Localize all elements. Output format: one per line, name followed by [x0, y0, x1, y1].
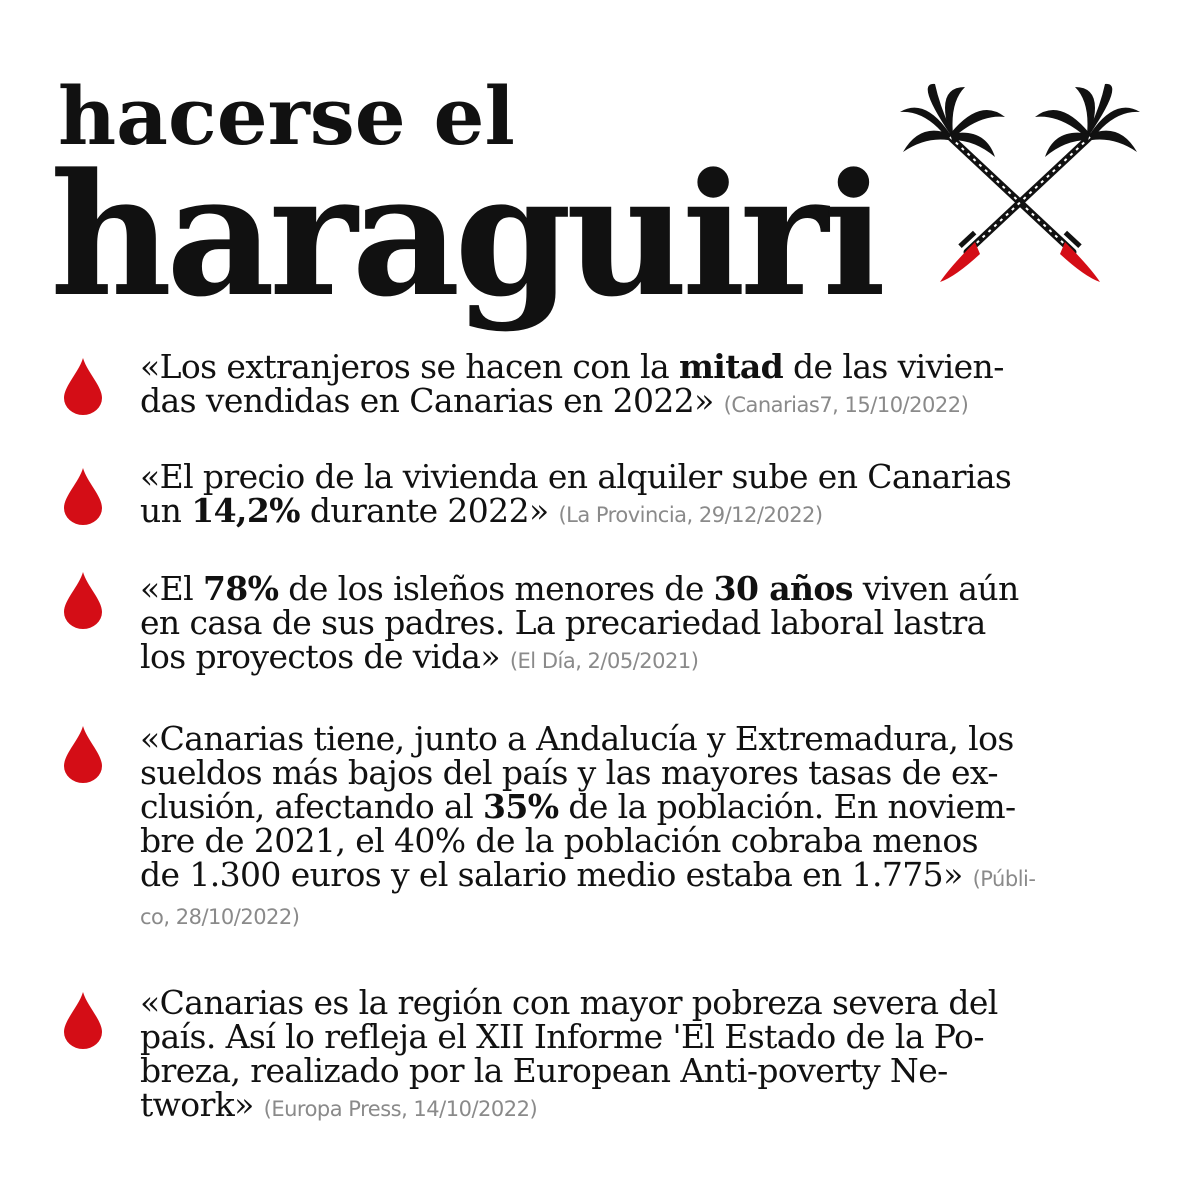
- quote-fragment: «Canarias es la región con mayor pobreza severa del: [140, 983, 998, 1022]
- quote-fragment: bre de 2021, el 40% de la población cobraba menos: [140, 821, 978, 860]
- quote-fragment: en casa de sus padres. La precariedad laboral lastra: [140, 603, 986, 642]
- title-line-1: hacerse el: [58, 69, 515, 163]
- highlight-figure: 35%: [482, 787, 559, 826]
- quote-line: [140, 457, 1150, 496]
- quote-fragment: un: [140, 491, 192, 530]
- quote-text: [140, 719, 1150, 934]
- quote-fragment: de 1.300 euros y el salario medio estaba en 1.775»: [140, 855, 973, 894]
- quote-fragment: clusión, afectando al: [140, 787, 483, 826]
- source-citation: (La Provincia, 29/12/2022): [558, 503, 823, 527]
- blood-drop-icon: [62, 466, 104, 526]
- quote-line: [140, 491, 1150, 532]
- source-citation: (Europa Press, 14/10/2022): [263, 1097, 538, 1121]
- quote-line: [140, 787, 1150, 826]
- highlight-figure: 14,2%: [191, 491, 300, 530]
- quote-fragment: país. Así lo refleja el XII Informe 'El Estado de la Po-: [140, 1017, 984, 1056]
- blood-drop-icon: [62, 724, 104, 784]
- quote-line: [140, 983, 1150, 1022]
- quote-fragment: los proyectos de vida»: [140, 637, 510, 676]
- quote-line: [140, 855, 1150, 896]
- source-citation: (Públi-: [972, 867, 1036, 891]
- quote-line: [140, 1085, 1150, 1126]
- palm-crown-right: [1035, 84, 1140, 157]
- quote-fragment: das vendidas en Canarias en 2022»: [140, 381, 724, 420]
- source-citation: (El Día, 2/05/2021): [509, 649, 699, 673]
- quote-fragment: twork»: [140, 1085, 264, 1124]
- blood-drop-icon: [62, 990, 104, 1050]
- source-citation: co, 28/10/2022): [140, 905, 300, 929]
- quote-text: [140, 569, 1150, 678]
- title-line-2: haraguiri: [50, 136, 881, 334]
- quote-line: [140, 603, 1150, 642]
- quote-fragment: de la población. En noviem-: [558, 787, 1016, 826]
- quote-fragment: «El precio de la vivienda en alquiler sube en Canarias: [140, 457, 1012, 496]
- highlight-figure: 78%: [202, 569, 279, 608]
- quote-fragment: sueldos más bajos del país y las mayores tasas de ex-: [140, 753, 998, 792]
- quote-line: [140, 347, 1150, 386]
- quote-line: [140, 569, 1150, 608]
- quote-fragment: «Canarias tiene, junto a Andalucía y Extremadura, los: [140, 719, 1014, 758]
- quote-line: [140, 381, 1150, 422]
- quote-fragment: durante 2022»: [299, 491, 559, 530]
- quote-text: [140, 347, 1150, 422]
- quote-line: [140, 1051, 1150, 1090]
- highlight-figure: 30 años: [713, 569, 853, 608]
- palm-crown-left: [900, 84, 1005, 157]
- quote-line: [140, 1017, 1150, 1056]
- blood-drop-icon: [62, 356, 104, 416]
- quote-line: [140, 753, 1150, 792]
- quote-fragment: viven aún: [852, 569, 1019, 608]
- quote-line: [140, 719, 1150, 758]
- quote-text: [140, 457, 1150, 532]
- source-citation: (Canarias7, 15/10/2022): [723, 393, 969, 417]
- quote-fragment: de las vivien-: [783, 347, 1004, 386]
- quote-line: [140, 637, 1150, 678]
- highlight-figure: mitad: [678, 347, 784, 386]
- quote-line: [140, 821, 1150, 860]
- blood-drop-icon: [62, 570, 104, 630]
- quote-fragment: breza, realizado por la European Anti-poverty Ne-: [140, 1051, 948, 1090]
- crossed-palm-swords-icon: [895, 82, 1145, 292]
- quote-fragment: «Los extranjeros se hacen con la: [140, 347, 679, 386]
- quote-fragment: «El: [140, 569, 203, 608]
- quote-text: [140, 983, 1150, 1126]
- quote-fragment: de los isleños menores de: [278, 569, 714, 608]
- quote-line: [140, 896, 1150, 934]
